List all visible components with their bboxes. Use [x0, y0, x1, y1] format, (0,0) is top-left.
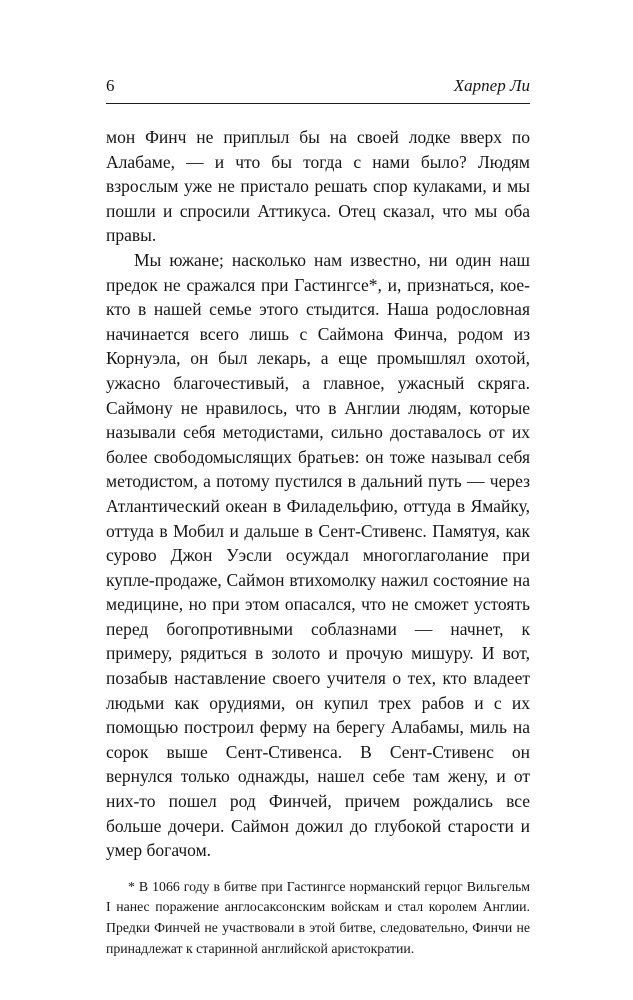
- footnote-block: [106, 877, 530, 959]
- footnote-text: * В 1066 году в битве при Гастингсе норманский герцог Вильгельм I нанес поражение англосаксонским войскам и стал королем Англии. Предки Финчей не участвовали в этой битве, следовательно, Финчи не принадлежат к старинной английской аристократии.: [106, 878, 530, 956]
- page-number: 6: [106, 76, 115, 95]
- running-head-author: Харпер Ли: [453, 76, 530, 95]
- body-text: [106, 125, 530, 863]
- paragraph: Мы южане; насколько нам известно, ни один наш предок не сражался при Гастингсе*, и, признаться, кое-кто в нашей семье этого стыдится. Наша родословная начинается всего лишь с Саймона Финча, родом из Корнуэла, он был лекарь, а еще промышлял охотой, ужасно благочестивый, а главное, ужасный скряга. Саймону не нравилось, что в Англии людям, которые называли себя методистами, сильно доставалось от их более свободомыслящих братьев: он тоже называл себя методистом, а потому пустился в дальний путь — через Атлантический океан в Филадельфию, оттуда в Ямайку, оттуда в Мобил и дальше в Сент-Стивенс. Памятуя, как сурово Джон Уэсли осуждал многоглаголание при купле-продаже, Саймон втихомолку нажил состояние на медицине, но при этом опасался, что не сможет устоять перед богопротивными соблазнами — начнет, к примеру, рядиться в золото и прочую мишуру. И вот, позабыв наставление своего учителя о тех, кто владеет людьми как орудиями, он купил трех рабов и с их помощью построил ферму на берегу Алабамы, миль на сорок выше Сент-Стивенса. В Сент-Стивенс он вернулся только однажды, нашел себе там жену, и от них-то пошел род Финчей, причем рождались все больше дочери. Саймон дожил до глубокой старости и умер богачом.: [106, 249, 530, 861]
- paragraph: мон Финч не приплыл бы на своей лодке вверх по Алабаме, — и что бы тогда с нами было? Людям взрослым уже не пристало решать спор кулаками, и мы пошли и спросили Аттикуса. Отец сказал, что мы оба правы.: [106, 127, 530, 246]
- running-header: [106, 76, 530, 104]
